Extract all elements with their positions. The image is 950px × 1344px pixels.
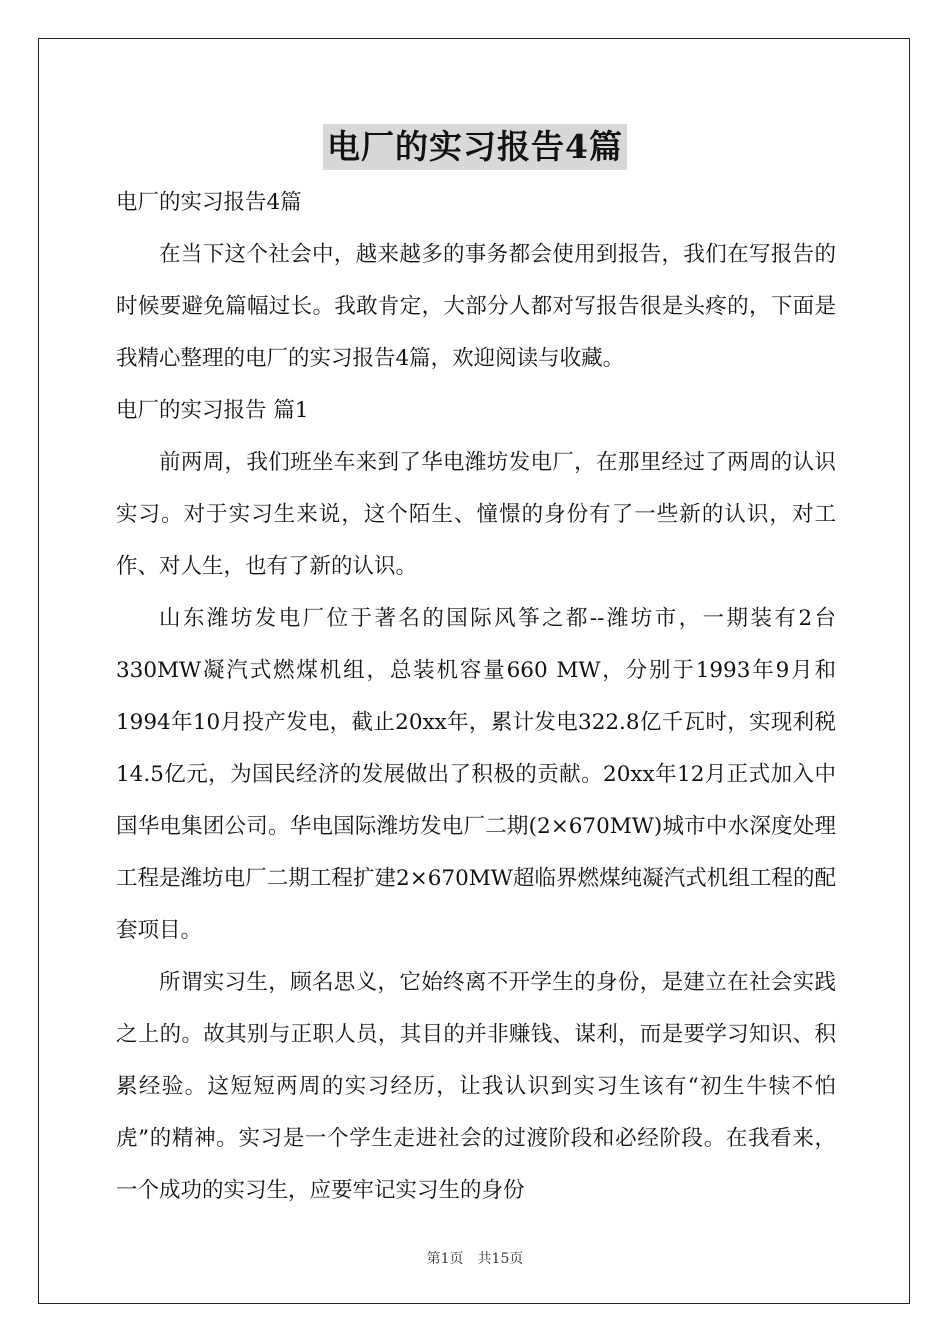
title-container	[0, 124, 950, 170]
document-body	[116, 177, 836, 1217]
section-heading: 电厂的实习报告 篇1	[116, 398, 309, 423]
body-paragraph: 山东潍坊发电厂位于著名的国际风筝之都--潍坊市，一期装有2台330MW凝汽式燃煤机组，总装机容量660 MW，分别于1993年9月和1994年10月投产发电，截止20xx年，累计发电322.8亿千瓦时，实现利税14.5亿元，为国民经济的发展做出了积极的贡献。20xx年12月正式加入中国华电集团公司。华电国际潍坊发电厂二期(2×670MW)城市中水深度处理工程是潍坊电厂二期工程扩建2×670MW超临界燃煤纯凝汽式机组工程的配套项目。	[116, 606, 836, 943]
document-title: 电厂的实习报告4篇	[323, 124, 627, 170]
page-footer	[0, 1248, 950, 1268]
intro-paragraph: 在当下这个社会中，越来越多的事务都会使用到报告，我们在写报告的时候要避免篇幅过长。我敢肯定，大部分人都对写报告很是头疼的，下面是我精心整理的电厂的实习报告4篇，欢迎阅读与收藏。	[116, 242, 836, 371]
body-paragraph: 前两周，我们班坐车来到了华电潍坊发电厂，在那里经过了两周的认识实习。对于实习生来说，这个陌生、憧憬的身份有了一些新的认识，对工作、对人生，也有了新的认识。	[116, 450, 836, 579]
page-total: 共15页	[477, 1251, 524, 1267]
document-subtitle: 电厂的实习报告4篇	[116, 190, 302, 215]
page-number: 第1页	[426, 1251, 464, 1267]
body-paragraph: 所谓实习生，顾名思义，它始终离不开学生的身份，是建立在社会实践之上的。故其别与正职人员，其目的并非赚钱、谋利，而是要学习知识、积累经验。这短短两周的实习经历，让我认识到实习生该有“初生牛犊不怕虎”的精神。实习是一个学生走进社会的过渡阶段和必经阶段。在我看来，一个成功的实习生，应要牢记实习生的身份	[116, 970, 836, 1203]
